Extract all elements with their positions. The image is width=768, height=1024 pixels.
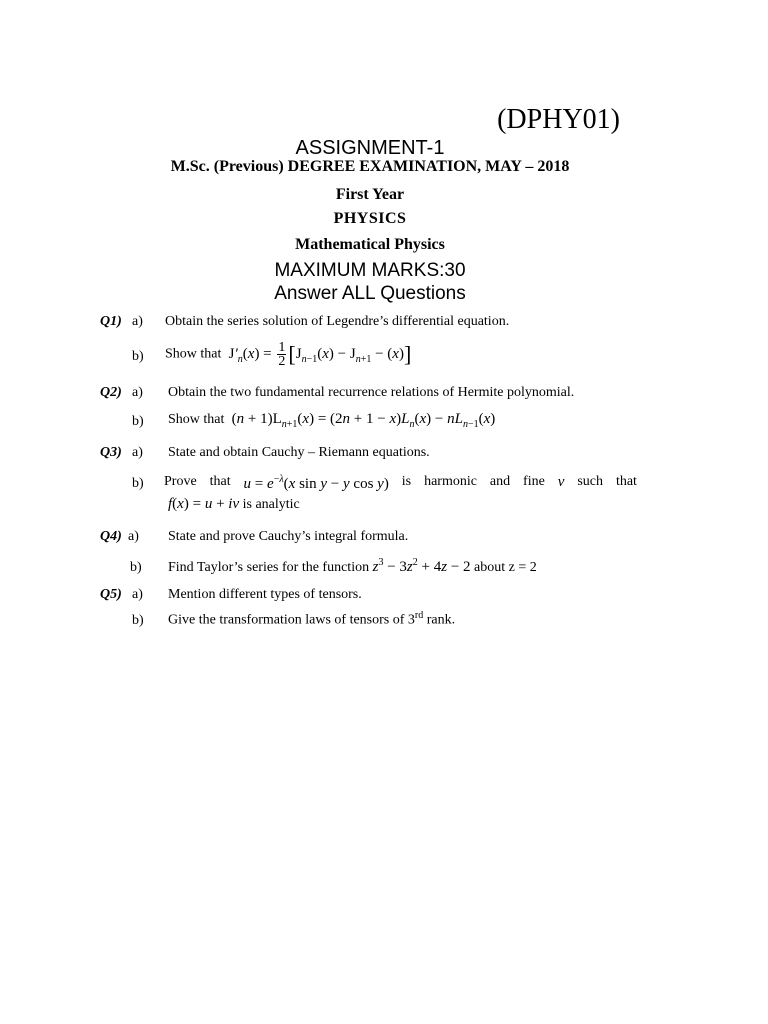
math-formula: $u = e^{-\lambda}(x$ sin y − y cos y) <box>243 474 389 492</box>
question-text: Show that <box>165 346 222 362</box>
question-word: that <box>615 474 637 489</box>
question-number: Q4) <box>100 529 122 544</box>
question-word: harmonic <box>424 474 477 489</box>
question-text-line <box>164 474 637 493</box>
question-text: State and prove Cauchy’s integral formula. <box>168 529 409 544</box>
part-label: b) <box>130 560 142 575</box>
question-text-line <box>168 557 537 576</box>
part-label: a) <box>132 587 143 602</box>
year-label: First Year <box>335 186 405 203</box>
question-text: Mention different types of tensors. <box>168 587 362 602</box>
question-text: Obtain the series solution of Legendre’s differential equation. <box>165 314 510 329</box>
part-label: a) <box>132 385 143 400</box>
question-text: Find Taylor’s series for the function <box>168 560 370 575</box>
question-text: Give the transformation laws of tensors of 3 <box>168 612 415 628</box>
question-number: Q2) <box>100 385 122 400</box>
math-formula: $(n + 1)L_{n+1}(x) = (2n + 1 - x)L_n(x) - nL_{n-1}(x)$ <box>227 411 496 430</box>
question-word: fine <box>523 474 545 489</box>
exam-title: M.Sc. (Previous) DEGREE EXAMINATION, MAY – 2018 <box>170 158 570 175</box>
math-formula: f(x) = u + iv <box>168 496 240 512</box>
part-label: b) <box>132 414 144 429</box>
math-formula: $z^3 - 3z^2 + 4z - 2$ <box>372 557 471 575</box>
superscript: rd <box>414 610 424 621</box>
paper-title: Mathematical Physics <box>295 236 445 253</box>
part-label: b) <box>132 613 144 628</box>
part-label: a) <box>132 314 143 329</box>
question-number: Q5) <box>100 587 122 602</box>
instruction: Answer ALL Questions <box>274 283 466 304</box>
question-text: Show that <box>168 412 225 427</box>
part-label: a) <box>128 529 139 544</box>
question-word: such <box>577 474 604 489</box>
question-text: State and obtain Cauchy – Riemann equations. <box>168 445 430 460</box>
subject-label: PHYSICS <box>333 210 407 227</box>
question-word: that <box>209 474 231 489</box>
question-word: Prove <box>164 474 197 489</box>
question-text: about z = 2 <box>474 560 537 575</box>
math-formula: $J'_n(x)$ = $\frac{1}{2}$ $[J_{n-1}(x) - J_{n+1} - (x)]$ <box>224 340 412 369</box>
question-text-line <box>168 496 300 513</box>
question-number: Q3) <box>100 445 122 460</box>
question-text-line <box>168 610 455 629</box>
question-number: Q1) <box>100 314 122 329</box>
question-text: Obtain the two fundamental recurrence relations of Hermite polynomial. <box>168 385 575 400</box>
question-text: rank. <box>423 612 456 628</box>
part-label: b) <box>132 476 144 491</box>
question-text: is analytic <box>242 497 300 512</box>
math-symbol: v <box>557 474 565 490</box>
paper-code: (DPHY01) <box>497 104 620 135</box>
part-label: b) <box>132 349 144 364</box>
question-word: is <box>401 474 412 489</box>
assignment-title: ASSIGNMENT-1 <box>295 137 445 159</box>
max-marks: MAXIMUM MARKS:30 <box>274 260 466 281</box>
question-word: and <box>489 474 511 489</box>
question-text-line <box>165 341 411 368</box>
question-text-line <box>168 411 495 430</box>
part-label: a) <box>132 445 143 460</box>
